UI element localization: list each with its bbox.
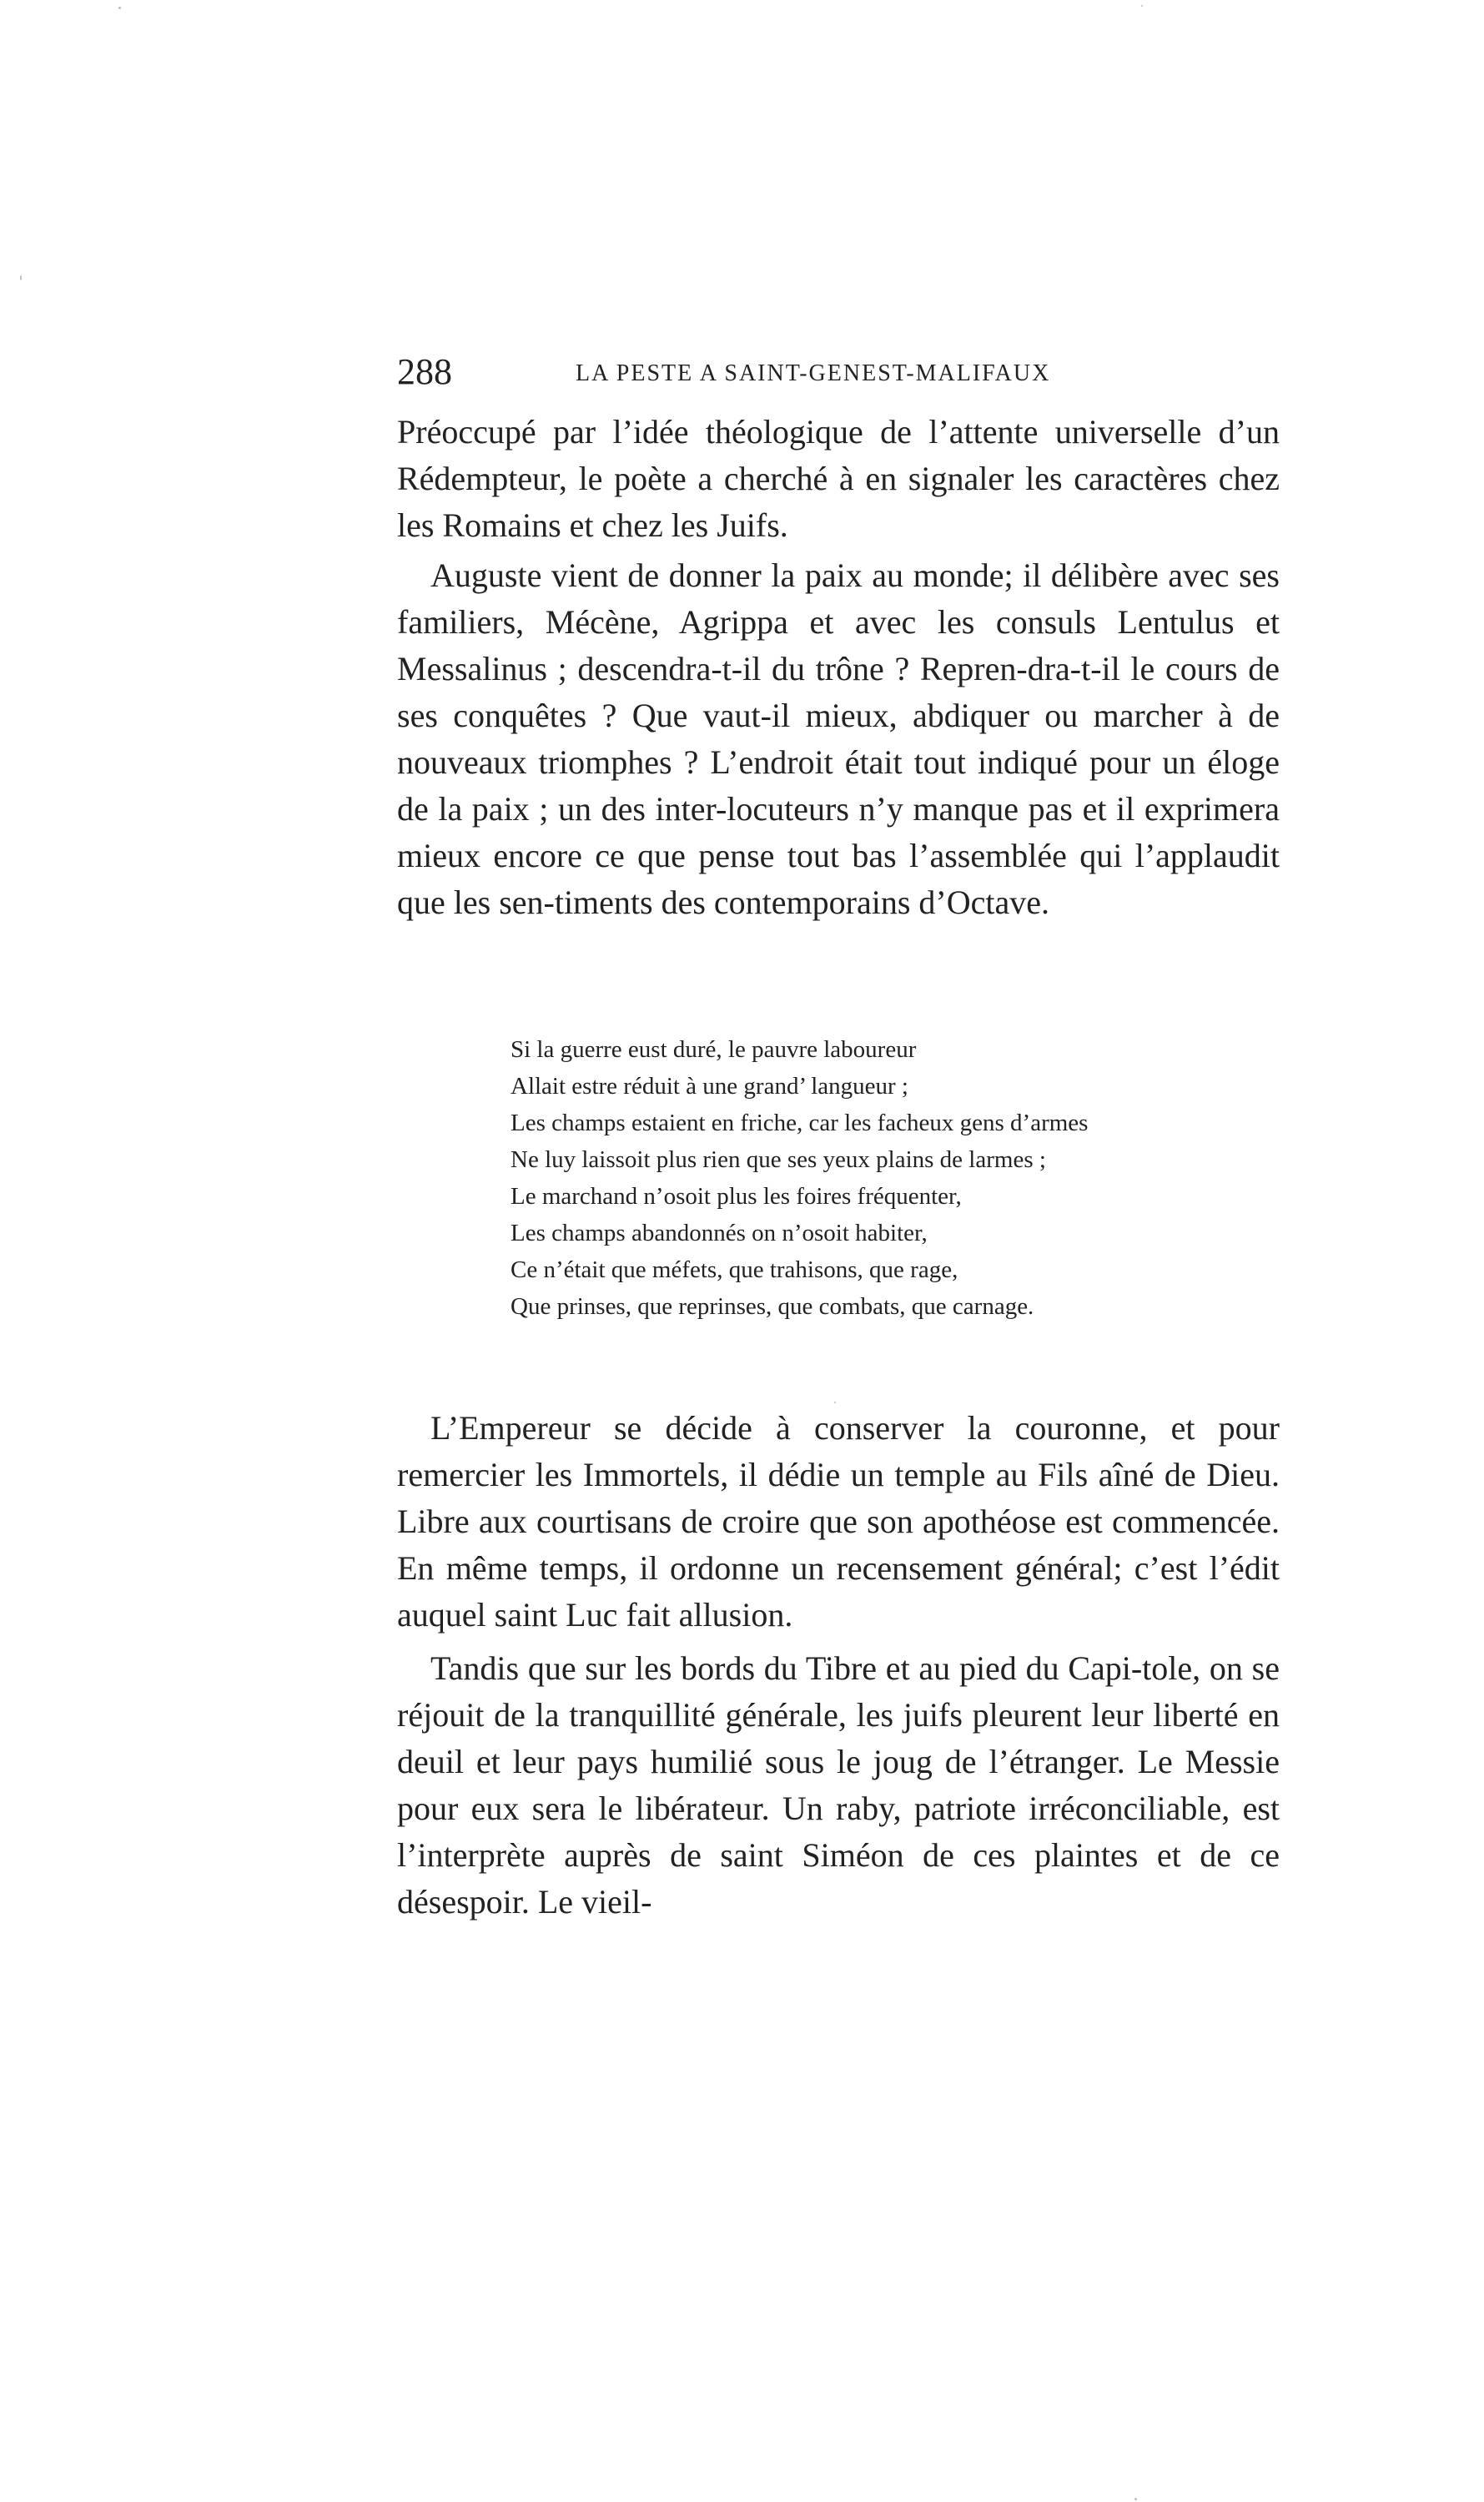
paragraph: Préoccupé par l’idée théologique de l’attente universelle d’un Rédempteur, le poète a cherché à en signaler les caractères chez les Romains et chez les Juifs.	[397, 413, 1280, 544]
verse-line: Allait estre réduit à une grand’ langueur ;	[511, 1073, 908, 1100]
verse-line: Ce n’était que méfets, que trahisons, que rage,	[511, 1256, 958, 1283]
verse-line: Ne luy laissoit plus rien que ses yeux plains de larmes ;	[511, 1146, 1046, 1173]
paragraph: Tandis que sur les bords du Tibre et au pied du Capi-tole, on se réjouit de la tranquillité générale, les juifs pleurent leur liberté en deuil et leur pays humilié sous le joug de l’étranger. Le Messie pour eux sera le libérateur. Un raby, patriote irréconciliable, est l’interprète auprès de saint Siméon de ces plaintes et de ce désespoir. Le vieil-	[397, 1649, 1280, 1921]
page-number: 288	[397, 351, 452, 392]
scan-speck	[834, 1402, 836, 1403]
verse-line: Le marchand n’osoit plus les foires fréquenter,	[511, 1183, 962, 1210]
scan-speck	[1141, 5, 1143, 7]
paragraph: L’Empereur se décide à conserver la couronne, et pour remercier les Immortels, il dédie un temple au Fils aîné de Dieu. Libre aux courtisans de croire que son apothéose est commencée. En même temps, il ordonne un recensement général; c’est l’édit auquel saint Luc fait allusion.	[397, 1409, 1280, 1634]
verse-line: Que prinses, que reprinses, que combats, que carnage.	[511, 1293, 1034, 1320]
scan-speck	[20, 275, 22, 280]
scan-speck	[118, 7, 121, 9]
scan-speck	[1134, 2498, 1137, 2500]
running-head	[397, 349, 1280, 399]
verse-line: Les champs estaient en friche, car les facheux gens d’armes	[511, 1110, 1089, 1136]
verse-line: Les champs abandonnés on n’osoit habiter,	[511, 1220, 928, 1246]
verse-line: Si la guerre eust duré, le pauvre laboureur	[511, 1036, 917, 1063]
paragraph: Auguste vient de donner la paix au monde; il délibère avec ses familiers, Mécène, Agrippa et avec les consuls Lentulus et Messalinus ; descendra-t-il du trône ? Repren-dra-t-il le cours de ses conquêtes ? Que vaut-il mieux, abdiquer ou marcher à de nouveaux triomphes ? L’endroit était tout indiqué pour un éloge de la paix ; un des inter-locuteurs n’y manque pas et il exprimera mieux encore ce que pense tout bas l’assemblée qui l’applaudit que les sen-timents des contemporains d’Octave.	[397, 556, 1280, 921]
running-title: LA PESTE A SAINT-GENEST-MALIFAUX	[576, 360, 1051, 386]
verse-quotation	[511, 1031, 1261, 1325]
